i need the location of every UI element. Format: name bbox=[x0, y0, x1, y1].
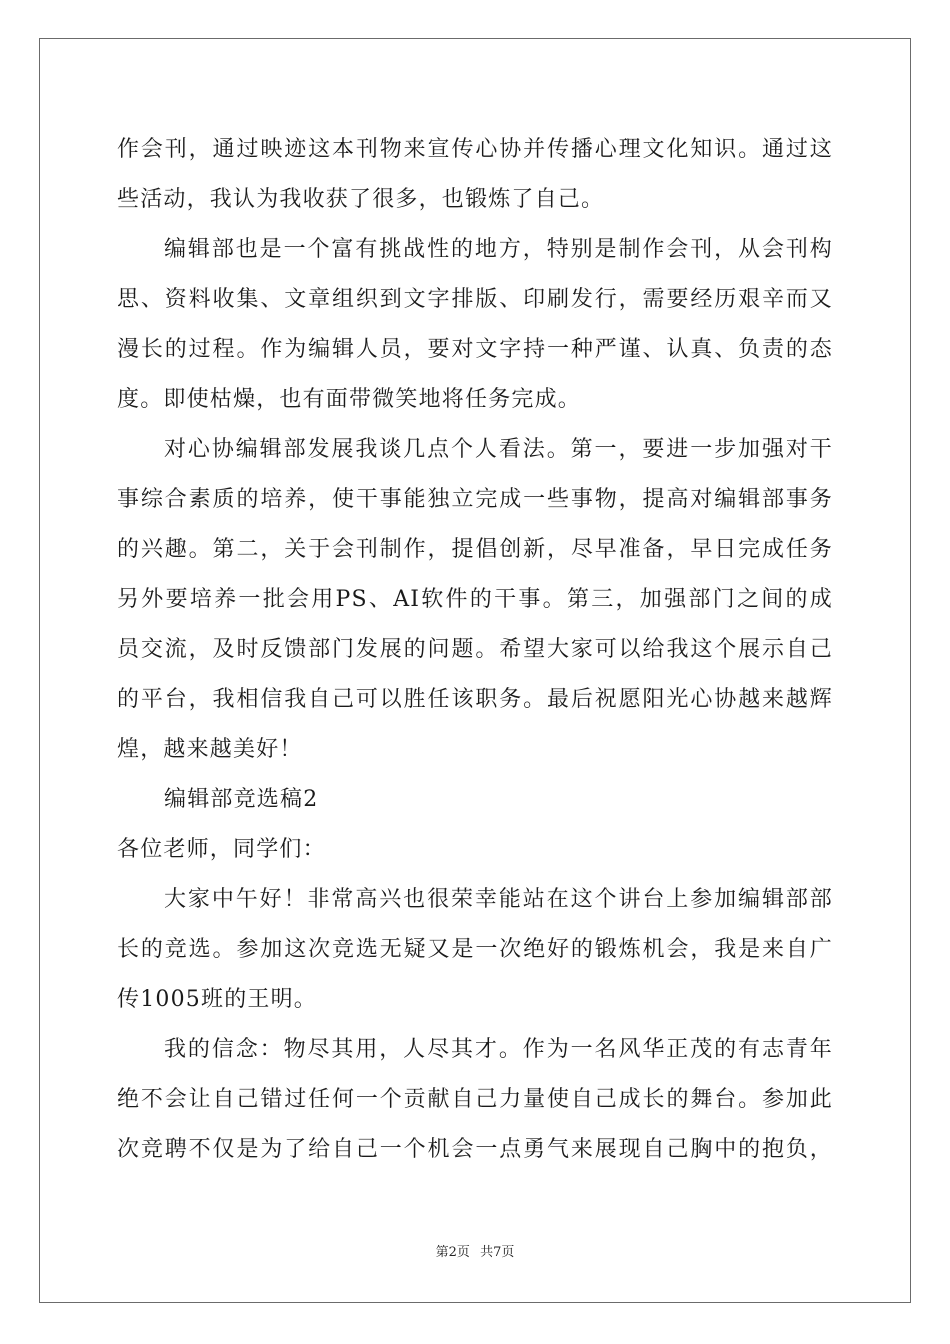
page-footer bbox=[0, 1245, 950, 1261]
text-line: 次竞聘不仅是为了给自己一个机会一点勇气来展现自己胸中的抱负， bbox=[117, 1137, 833, 1162]
text-line: 的兴趣。第二，关于会刊制作，提倡创新，尽早准备，早日完成任务 bbox=[117, 537, 833, 562]
text-line: 传1005班的王明。 bbox=[117, 987, 317, 1012]
page-total: 共7页 bbox=[480, 1245, 515, 1260]
section-heading: 编辑部竞选稿2 bbox=[164, 787, 319, 812]
text-line: 煌，越来越美好！ bbox=[117, 737, 303, 762]
text-line: 对心协编辑部发展我谈几点个人看法。第一，要进一步加强对干 bbox=[164, 437, 833, 462]
text-line: 事综合素质的培养，使干事能独立完成一些事物，提高对编辑部事务 bbox=[117, 487, 833, 512]
page-number: 第2页 bbox=[435, 1245, 470, 1260]
text-line: 的平台，我相信我自己可以胜任该职务。最后祝愿阳光心协越来越辉 bbox=[117, 687, 833, 712]
text-line: 大家中午好！非常高兴也很荣幸能站在这个讲台上参加编辑部部 bbox=[164, 887, 833, 912]
text-line: 作会刊，通过映迹这本刊物来宣传心协并传播心理文化知识。通过这 bbox=[117, 137, 833, 162]
text-line: 漫长的过程。作为编辑人员，要对文字持一种严谨、认真、负责的态 bbox=[117, 337, 833, 362]
text-line: 编辑部也是一个富有挑战性的地方，特别是制作会刊，从会刊构 bbox=[164, 237, 833, 262]
text-line: 思、资料收集、文章组织到文字排版、印刷发行，需要经历艰辛而又 bbox=[117, 287, 833, 312]
salutation: 各位老师，同学们： bbox=[117, 837, 326, 862]
text-line: 度。即使枯燥，也有面带微笑地将任务完成。 bbox=[117, 387, 582, 412]
text-line: 长的竞选。参加这次竞选无疑又是一次绝好的锻炼机会，我是来自广 bbox=[117, 937, 833, 962]
text-line: 员交流，及时反馈部门发展的问题。希望大家可以给我这个展示自己 bbox=[117, 637, 833, 662]
text-line: 我的信念：物尽其用，人尽其才。作为一名风华正茂的有志青年 bbox=[164, 1037, 833, 1062]
text-line: 绝不会让自己错过任何一个贡献自己力量使自己成长的舞台。参加此 bbox=[117, 1087, 833, 1112]
text-line: 些活动，我认为我收获了很多，也锻炼了自己。 bbox=[117, 187, 605, 212]
text-line: 另外要培养一批会用PS、AI软件的干事。第三，加强部门之间的成 bbox=[117, 587, 833, 612]
